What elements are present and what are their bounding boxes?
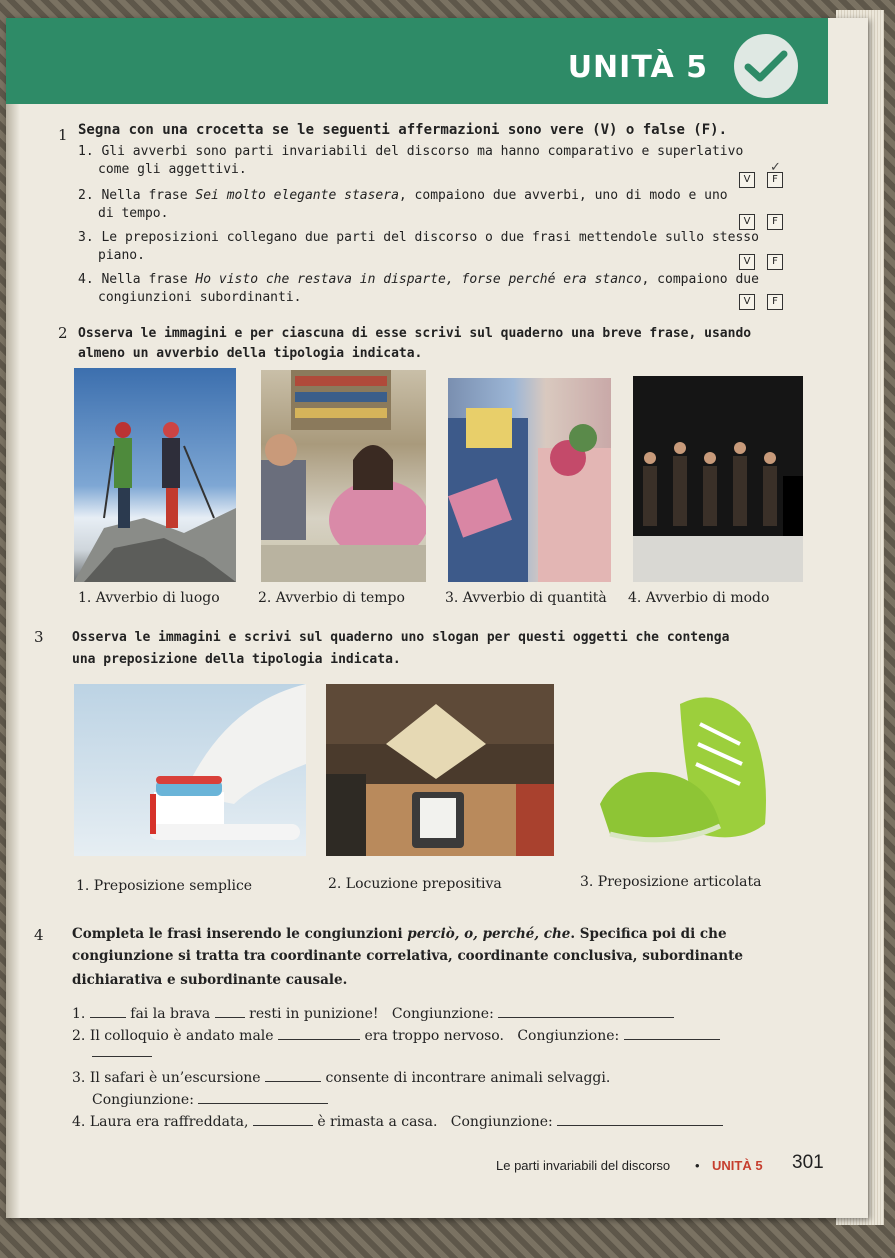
exercise-1-instruction: Segna con una crocetta se le seguenti affermazioni sono vere (V) o false (F). bbox=[78, 122, 728, 138]
ex1-item-3-line2: piano. bbox=[98, 248, 145, 263]
ex1-item-3-line1: Le preposizioni collegano due parti del discorso o due frasi mettendole sullo stesso bbox=[101, 230, 759, 245]
ex4-s3-part-b: consente di incontrare animali selvaggi. bbox=[325, 1070, 611, 1086]
ex1-item-1-line1: Gli avverbi sono parti invariabili del discorso ma hanno comparativo e superlativo bbox=[101, 144, 744, 159]
ex4-sentence-3 bbox=[72, 1070, 610, 1086]
ex1-item-1-v-box[interactable]: V bbox=[739, 172, 755, 188]
ex1-item-2-num: 2. bbox=[78, 188, 94, 203]
ex1-item-2-line1b: , compaiono due avverbi, uno di modo e uno bbox=[398, 188, 728, 203]
ex4-s2-part-b: era troppo nervoso. bbox=[364, 1028, 504, 1044]
ex4-sentence-2 bbox=[72, 1028, 720, 1044]
ex1-item-1 bbox=[78, 144, 743, 159]
ex3-caption-2: 2. Locuzione prepositiva bbox=[328, 876, 502, 892]
ex1-item-2 bbox=[78, 188, 728, 203]
ex1-item-2-line2: di tempo. bbox=[98, 206, 169, 221]
ex1-item-3-f-box[interactable]: F bbox=[767, 254, 783, 270]
exercise-1-number: 1 bbox=[58, 126, 68, 144]
ex1-item-2-f-box[interactable]: F bbox=[767, 214, 783, 230]
ex4-s3-num: 3. bbox=[72, 1070, 86, 1086]
book-page bbox=[6, 18, 868, 1218]
photo-gift-flowers bbox=[448, 378, 611, 582]
footer-chapter-title: Le parti invariabili del discorso bbox=[496, 1158, 671, 1173]
ex1-item-2-v-box[interactable]: V bbox=[739, 214, 755, 230]
photo-orchestra bbox=[633, 376, 803, 582]
ex1-item-3-v-box[interactable]: V bbox=[739, 254, 755, 270]
exercise-4-line2: congiunzione si tratta tra coordinante correlativa, coordinante conclusiva, subordinante bbox=[72, 948, 743, 964]
exercise-2-line1: Osserva le immagini e per ciascuna di esse scrivi sul quaderno una breve frase, usando bbox=[78, 326, 752, 341]
ex4-s4-part-a: Laura era raffreddata, bbox=[89, 1114, 249, 1130]
ex4-s2-blank[interactable] bbox=[278, 1039, 360, 1040]
photo-books-ereader bbox=[326, 684, 554, 856]
ex1-item-2-italic: Sei molto elegante stasera bbox=[195, 188, 399, 203]
ex1-item-4-num: 4. bbox=[78, 272, 94, 287]
ex1-item-4-f-box[interactable]: F bbox=[767, 294, 783, 310]
ex1-item-4-line2: congiunzioni subordinanti. bbox=[98, 290, 302, 305]
ex4-s1-blank-1[interactable] bbox=[90, 1017, 126, 1018]
ex4-s3-label: Congiunzione: bbox=[92, 1092, 194, 1108]
ex4-s1-label: Congiunzione: bbox=[391, 1006, 494, 1022]
photo-toothbrush bbox=[74, 684, 306, 856]
ex3-caption-3: 3. Preposizione articolata bbox=[580, 874, 762, 890]
ex4-s2-num: 2. bbox=[72, 1028, 86, 1044]
ex4-s1-part-b: resti in punizione! bbox=[249, 1006, 379, 1022]
exercise-4-line3: dichiarativa e subordinante causale. bbox=[72, 972, 348, 988]
ex2-caption-4: 4. Avverbio di modo bbox=[628, 590, 770, 606]
ex4-s4-answer[interactable] bbox=[557, 1125, 723, 1126]
ex1-item-4-italic: Ho visto che restava in disparte, forse perché era stanco bbox=[195, 272, 642, 287]
ex2-caption-2: 2. Avverbio di tempo bbox=[258, 590, 405, 606]
ex2-caption-1: 1. Avverbio di luogo bbox=[78, 590, 220, 606]
ex4-s1-part-a: fai la brava bbox=[130, 1006, 211, 1022]
ex4-sentence-1 bbox=[72, 1006, 674, 1022]
handwritten-check-mark: ✓ bbox=[770, 160, 781, 175]
ex4-sentence-4 bbox=[72, 1114, 723, 1130]
unit-title: UNITÀ 5 bbox=[567, 50, 708, 85]
unit-header bbox=[6, 18, 828, 104]
ex4-s3-answer[interactable] bbox=[198, 1103, 328, 1104]
ex4-s4-part-b: è rimasta a casa. bbox=[317, 1114, 438, 1130]
book-gutter-shadow bbox=[6, 18, 20, 1218]
ex1-item-4-line1b: , compaiono due bbox=[641, 272, 759, 287]
footer-unit: UNITÀ 5 bbox=[712, 1158, 763, 1173]
ex4-s4-num: 4. bbox=[72, 1114, 86, 1130]
exercise-4-line1 bbox=[72, 926, 727, 942]
ex1-item-3 bbox=[78, 230, 759, 245]
ex4-s3-blank[interactable] bbox=[265, 1081, 321, 1082]
ex1-item-1-num: 1. bbox=[78, 144, 94, 159]
exercise-2-number: 2 bbox=[58, 324, 68, 342]
photo-sneakers bbox=[590, 684, 780, 856]
ex4-s2-part-a: Il colloquio è andato male bbox=[89, 1028, 274, 1044]
photo-mountain-climbers bbox=[74, 368, 236, 582]
photo-classroom bbox=[261, 370, 426, 582]
ex4-sentence-3-line2 bbox=[92, 1092, 328, 1108]
exercise-3-line1: Osserva le immagini e scrivi sul quaderno uno slogan per questi oggetti che contenga bbox=[72, 630, 730, 645]
ex4-line1-italic: perciò, o, perché, che bbox=[407, 926, 571, 942]
ex4-s3-part-a: Il safari è un’escursione bbox=[89, 1070, 261, 1086]
footer-bullet: • bbox=[695, 1158, 700, 1173]
page-number: 301 bbox=[792, 1152, 824, 1173]
exercise-4-number: 4 bbox=[34, 926, 44, 944]
ex2-caption-3: 3. Avverbio di quantità bbox=[445, 590, 607, 606]
ex4-s2-answer-continued[interactable] bbox=[92, 1056, 152, 1057]
ex4-s2-label: Congiunzione: bbox=[517, 1028, 620, 1044]
exercise-3-number: 3 bbox=[34, 628, 44, 646]
ex4-s4-label: Congiunzione: bbox=[450, 1114, 553, 1130]
ex4-line1b: . Specifica poi di che bbox=[570, 926, 727, 942]
ex1-item-4-line1a: Nella frase bbox=[101, 272, 196, 287]
ex4-s1-answer[interactable] bbox=[498, 1017, 674, 1018]
ex4-s1-num: 1. bbox=[72, 1006, 86, 1022]
ex1-item-1-f-box[interactable]: F bbox=[767, 172, 783, 188]
ex1-item-4-v-box[interactable]: V bbox=[739, 294, 755, 310]
ex4-s1-blank-2[interactable] bbox=[215, 1017, 245, 1018]
ex3-caption-1: 1. Preposizione semplice bbox=[76, 878, 253, 894]
ex1-item-2-line1a: Nella frase bbox=[101, 188, 196, 203]
ex4-s2-answer[interactable] bbox=[624, 1039, 720, 1040]
ex1-item-3-num: 3. bbox=[78, 230, 94, 245]
exercise-2-line2: almeno un avverbio della tipologia indicata. bbox=[78, 346, 423, 361]
ex4-s4-blank[interactable] bbox=[253, 1125, 313, 1126]
ex1-item-4 bbox=[78, 272, 759, 287]
exercise-3-line2: una preposizione della tipologia indicata. bbox=[72, 652, 401, 667]
checkmark-icon bbox=[734, 34, 798, 98]
ex4-line1a: Completa le frasi inserendo le congiunzioni bbox=[72, 926, 408, 942]
ex1-item-1-line2: come gli aggettivi. bbox=[98, 162, 247, 177]
